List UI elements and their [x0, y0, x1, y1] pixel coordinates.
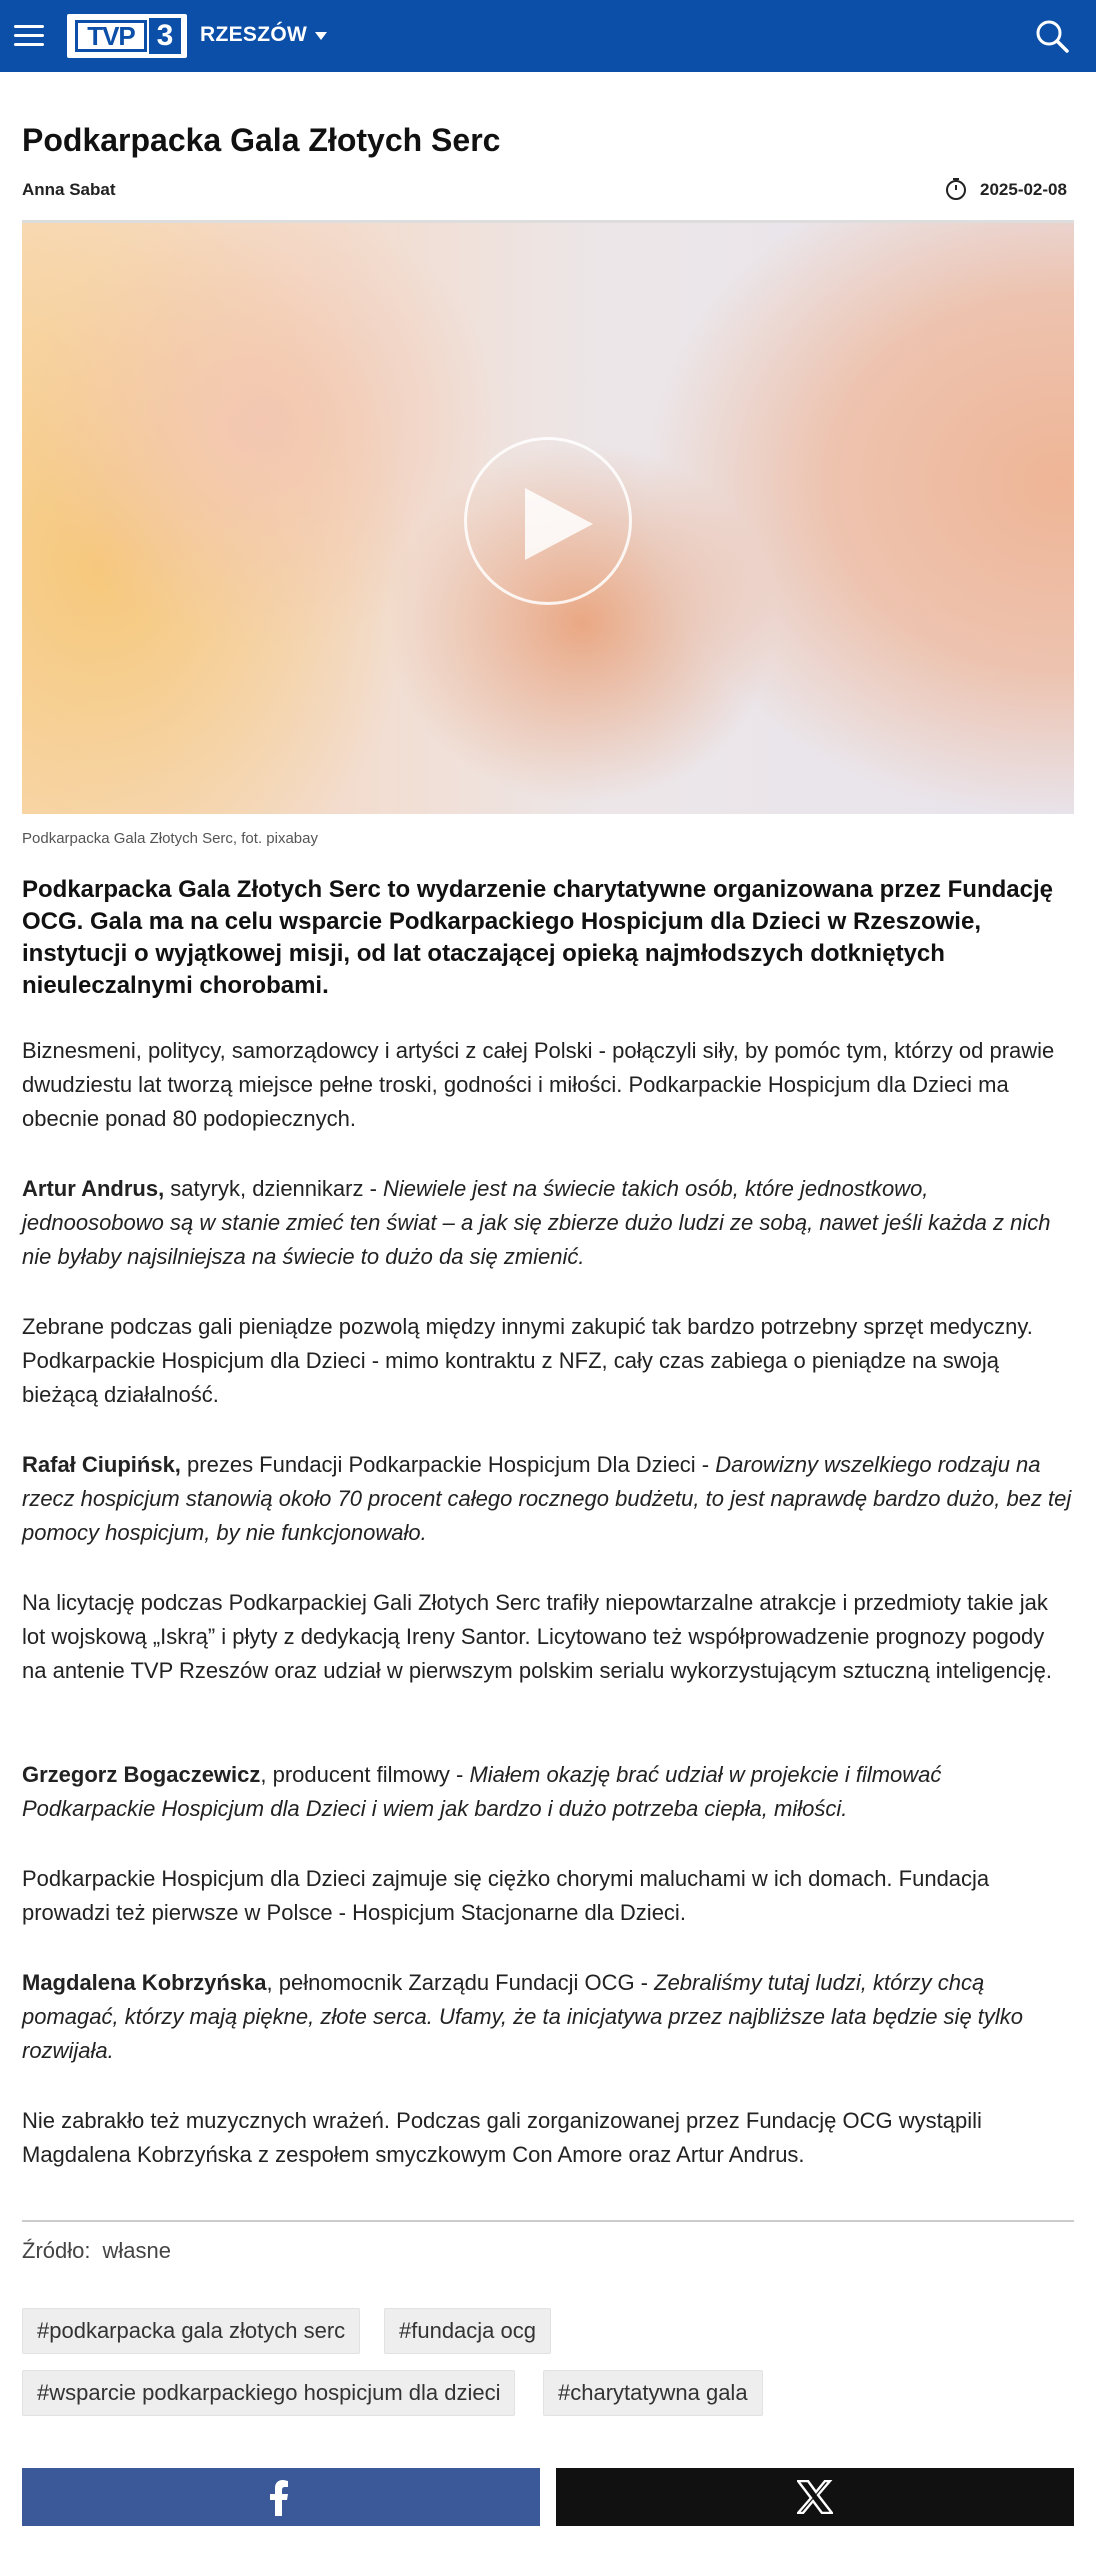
quote-text: Niewiele jest na świecie takich osób, które jednostkowo, jednoosobowo są w stanie zmieć ten świat – a jak się zbierze dużo ludzi ze sobą, nawet jeśli każda z nich nie byłaby najsilniejsza na świecie to dużo da się zmienić.	[22, 1176, 1051, 1269]
clock-icon	[944, 177, 968, 201]
paragraph: Zebrane podczas gali pieniądze pozwolą między innymi zakupić tak bardzo potrzebny sprzęt medyczny. Podkarpackie Hospicjum dla Dzieci - mimo kontraktu z NFZ, cały czas zabiega o pieniądze na swoją bieżącą działalność.	[22, 1314, 1033, 1407]
tag-link[interactable]: #fundacja ocg	[384, 2308, 551, 2354]
facebook-icon	[268, 2480, 290, 2516]
tag-link[interactable]: #podkarpacka gala złotych serc	[22, 2308, 360, 2354]
quote-text: Darowizny wszelkiego rodzaju na rzecz hospicjum stanowią około 70 procent całego rocznego budżetu, to jest naprawdę bardzo dużo, bez tej pomocy hospicjum, by nie funkcjonowało.	[22, 1452, 1072, 1545]
quote-paragraph	[22, 1966, 1074, 2068]
quote-text: Miałem okazję brać udział w projekcie i filmować Podkarpackie Hospicjum dla Dzieci i wiem jak bardzo i dużo potrzeba ciepła, miłości.	[22, 1762, 942, 1821]
quote-role: satyryk, dziennikarz -	[164, 1176, 384, 1201]
quote-author: Grzegorz Bogaczewicz	[22, 1762, 261, 1787]
paragraph: Biznesmeni, politycy, samorządowcy i artyści z całej Polski - połączyli siły, by pomóc tym, którzy od prawie dwudziestu lat tworzą miejsce pełne troski, godności i miłości. Podkarpackie Hospicjum dla Dzieci ma obecnie ponad 80 podopiecznych.	[22, 1038, 1055, 1131]
source-value: własne	[102, 2238, 171, 2263]
logo-number: 3	[149, 18, 181, 54]
quote-author: Artur Andrus,	[22, 1176, 165, 1201]
share-facebook-button[interactable]	[22, 2468, 540, 2526]
quote-text: Zebraliśmy tutaj ludzi, którzy chcą pomagać, którzy mają piękne, złote serca. Ufamy, że ta inicjatywa przez najbliższe lata będzie się tylko rozwijała.	[22, 1970, 1024, 2063]
share-x-button[interactable]	[556, 2468, 1074, 2526]
paragraph: Na licytację podczas Podkarpackiej Gali Złotych Serc trafiły niepowtarzalne atrakcje i przedmioty takie jak lot wojskową „Iskrą” i płyty z dedykacją Ireny Santor. Licytowano też współprowadzenie prognozy pogody na antenie TVP Rzeszów oraz udział w pierwszym polskim serialu wykorzystującym sztuczną inteligencję.	[22, 1590, 1052, 1683]
tag-link[interactable]: #charytatywna gala	[543, 2370, 763, 2416]
tvp3-logo[interactable]	[67, 14, 187, 58]
logo-text: TVP	[75, 20, 147, 52]
divider	[22, 2220, 1074, 2222]
search-icon[interactable]	[1034, 18, 1070, 54]
quote-role: , producent filmowy -	[260, 1762, 470, 1787]
article-title: Podkarpacka Gala Złotych Serc	[22, 122, 501, 158]
quote-paragraph	[22, 1448, 1074, 1550]
tag-link[interactable]: #wsparcie podkarpackiego hospicjum dla dzieci	[22, 2370, 515, 2416]
quote-paragraph	[22, 1758, 1074, 1826]
article-lead: Podkarpacka Gala Złotych Serc to wydarzenie charytatywne organizowana przez Fundację OCG. Gala ma na celu wsparcie Podkarpackiego Hospicjum dla Dzieci w Rzeszowie, instytucji o wyjątkowej misji, od lat otaczającej opieką najmłodszych dotkniętych nieuleczalnymi chorobami.	[22, 876, 1053, 999]
article-author: Anna Sabat	[22, 180, 116, 199]
image-caption: Podkarpacka Gala Złotych Serc, fot. pixabay	[22, 830, 318, 847]
x-icon	[797, 2480, 833, 2514]
quote-paragraph	[22, 1172, 1074, 1274]
region-selector[interactable]: RZESZÓW	[200, 23, 308, 46]
article-source	[22, 2238, 171, 2264]
source-label: Źródło:	[22, 2238, 91, 2263]
paragraph: Nie zabrakło też muzycznych wrażeń. Podczas gali zorganizowanej przez Fundację OCG wystąpili Magdalena Kobrzyńska z zespołem smyczkowym Con Amore oraz Artur Andrus.	[22, 2108, 982, 2167]
paragraph: Podkarpackie Hospicjum dla Dzieci zajmuje się ciężko chorymi maluchami w ich domach. Fundacja prowadzi też pierwsze w Polsce - Hospicjum Stacjonarne dla Dzieci.	[22, 1866, 990, 1925]
hamburger-menu-icon[interactable]	[14, 25, 44, 47]
quote-role: , pełnomocnik Zarządu Fundacji OCG -	[266, 1970, 655, 1995]
article-video[interactable]	[22, 220, 1074, 814]
quote-author: Rafał Ciupińsk,	[22, 1452, 181, 1477]
chevron-down-icon[interactable]	[313, 28, 329, 44]
quote-role: prezes Fundacji Podkarpackie Hospicjum Dla Dzieci -	[180, 1452, 716, 1477]
article-date: 2025-02-08	[980, 180, 1067, 199]
top-navigation-bar	[0, 0, 1096, 72]
play-icon[interactable]	[464, 437, 632, 605]
quote-author: Magdalena Kobrzyńska	[22, 1970, 267, 1995]
